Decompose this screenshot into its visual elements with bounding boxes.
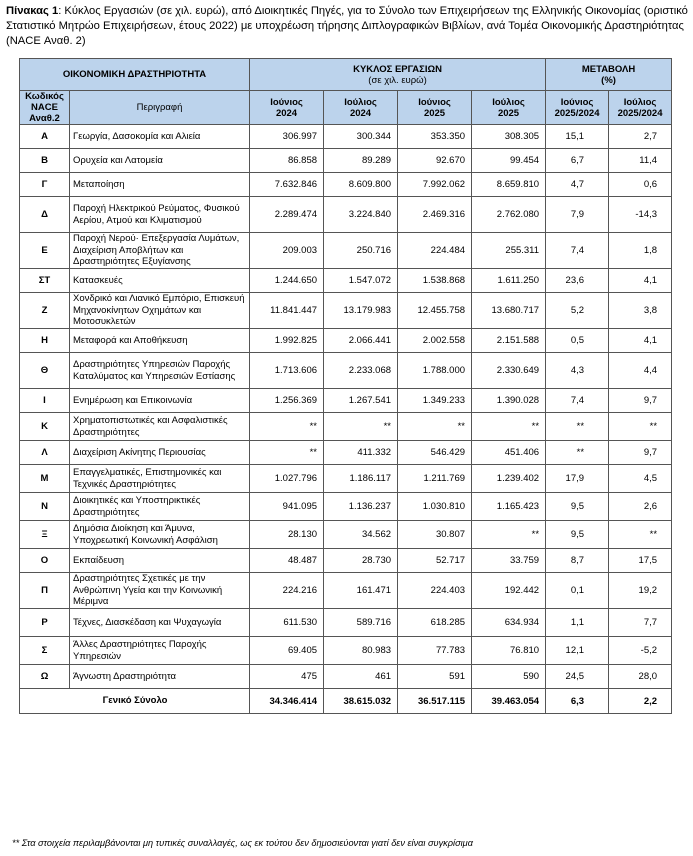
row-jul-2025: 1.239.402: [472, 465, 546, 493]
row-description: Ορυχεία και Λατομεία: [70, 149, 250, 173]
row-jun-2025: 618.285: [398, 609, 472, 637]
row-jun-2025: 1.349.233: [398, 389, 472, 413]
row-jun-2024: 209.003: [250, 233, 324, 269]
row-change-jun: 1,1: [546, 609, 609, 637]
table-row: [20, 173, 672, 197]
row-code: Κ: [20, 413, 70, 441]
row-code: Ω: [20, 665, 70, 689]
row-jun-2025: 546.429: [398, 441, 472, 465]
row-jul-2025: 33.759: [472, 549, 546, 573]
footnote: ** Στα στοιχεία περιλαμβάνονται μη τυπικές συναλλαγές, ως εκ τούτου δεν δημοσιεύονται γιατί δεν είναι συγκρίσιμα: [12, 838, 473, 848]
row-jul-2024: 80.983: [324, 637, 398, 665]
total-change-jul: 2,2: [609, 689, 672, 714]
row-description: Δραστηριότητες Υπηρεσιών Παροχής Καταλύματος και Υπηρεσιών Εστίασης: [70, 353, 250, 389]
table-row: [20, 329, 672, 353]
row-jun-2024: 1.992.825: [250, 329, 324, 353]
total-jun-2025: 36.517.115: [398, 689, 472, 714]
row-code: Ο: [20, 549, 70, 573]
table-row: [20, 125, 672, 149]
table-caption: [6, 4, 688, 49]
row-jun-2024: 941.095: [250, 493, 324, 521]
row-jun-2024: 48.487: [250, 549, 324, 573]
row-change-jun: 0,5: [546, 329, 609, 353]
row-jul-2024: 1.186.117: [324, 465, 398, 493]
header-code: Κωδικός NACE Αναθ.2: [20, 91, 70, 125]
row-code: Ρ: [20, 609, 70, 637]
row-description: Τέχνες, Διασκέδαση και Ψυχαγωγία: [70, 609, 250, 637]
row-jul-2024: 3.224.840: [324, 197, 398, 233]
row-description: Γεωργία, Δασοκομία και Αλιεία: [70, 125, 250, 149]
row-change-jun: 7,4: [546, 389, 609, 413]
row-jun-2025: 92.670: [398, 149, 472, 173]
row-jul-2025: 1.390.028: [472, 389, 546, 413]
row-change-jul: 9,7: [609, 389, 672, 413]
row-description: Δημόσια Διοίκηση και Άμυνα, Υποχρεωτική Κοινωνική Ασφάλιση: [70, 521, 250, 549]
row-jul-2025: 99.454: [472, 149, 546, 173]
row-jun-2025: 52.717: [398, 549, 472, 573]
row-change-jul: **: [609, 413, 672, 441]
row-change-jun: 7,9: [546, 197, 609, 233]
row-jul-2024: 28.730: [324, 549, 398, 573]
row-description: Επαγγελματικές, Επιστημονικές και Τεχνικές Δραστηριότητες: [70, 465, 250, 493]
row-change-jul: 17,5: [609, 549, 672, 573]
row-jul-2024: 13.179.983: [324, 293, 398, 329]
row-description: Δραστηριότητες Σχετικές με την Ανθρώπινη Υγεία και την Κοινωνική Μέριμνα: [70, 573, 250, 609]
row-jun-2024: 69.405: [250, 637, 324, 665]
header-jun-2024: Ιούνιος 2024: [250, 91, 324, 125]
row-change-jul: 4,1: [609, 269, 672, 293]
table-row: [20, 637, 672, 665]
header-change: [546, 59, 672, 91]
row-jul-2025: **: [472, 413, 546, 441]
table-row: [20, 521, 672, 549]
row-jun-2025: 1.788.000: [398, 353, 472, 389]
row-code: Ζ: [20, 293, 70, 329]
row-jul-2024: 1.267.541: [324, 389, 398, 413]
row-jun-2025: **: [398, 413, 472, 441]
row-description: Παροχή Νερού· Επεξεργασία Λυμάτων, Διαχείριση Αποβλήτων και Δραστηριότητες Εξυγίανσης: [70, 233, 250, 269]
table-row: [20, 353, 672, 389]
row-change-jun: 15,1: [546, 125, 609, 149]
row-jul-2025: 13.680.717: [472, 293, 546, 329]
header-change-jun: Ιούνιος 2025/2024: [546, 91, 609, 125]
row-change-jun: 9,5: [546, 493, 609, 521]
row-change-jun: 0,1: [546, 573, 609, 609]
row-jun-2024: 2.289.474: [250, 197, 324, 233]
header-jun-2025: Ιούνιος 2025: [398, 91, 472, 125]
row-jun-2025: 2.469.316: [398, 197, 472, 233]
header-jul-2024: Ιούλιος 2024: [324, 91, 398, 125]
row-jul-2025: 192.442: [472, 573, 546, 609]
row-change-jul: 4,1: [609, 329, 672, 353]
row-jun-2024: 28.130: [250, 521, 324, 549]
total-row: [20, 689, 672, 714]
row-change-jul: 9,7: [609, 441, 672, 465]
row-jun-2024: 475: [250, 665, 324, 689]
row-jun-2025: 591: [398, 665, 472, 689]
row-code: Σ: [20, 637, 70, 665]
row-jun-2025: 77.783: [398, 637, 472, 665]
row-code: Μ: [20, 465, 70, 493]
row-change-jul: -14,3: [609, 197, 672, 233]
row-change-jun: 9,5: [546, 521, 609, 549]
row-jun-2025: 7.992.062: [398, 173, 472, 197]
row-code: Π: [20, 573, 70, 609]
row-jul-2024: 89.289: [324, 149, 398, 173]
total-jun-2024: 34.346.414: [250, 689, 324, 714]
row-code: Ι: [20, 389, 70, 413]
row-code: Ν: [20, 493, 70, 521]
row-jun-2025: 353.350: [398, 125, 472, 149]
row-description: Χρηματοπιστωτικές και Ασφαλιστικές Δραστηριότητες: [70, 413, 250, 441]
row-jul-2024: 8.609.800: [324, 173, 398, 197]
row-jul-2024: 161.471: [324, 573, 398, 609]
row-code: Ε: [20, 233, 70, 269]
table-row: [20, 389, 672, 413]
table-row: [20, 233, 672, 269]
row-jun-2024: 306.997: [250, 125, 324, 149]
total-jul-2025: 39.463.054: [472, 689, 546, 714]
row-jul-2025: 634.934: [472, 609, 546, 637]
row-change-jun: 6,7: [546, 149, 609, 173]
row-jul-2024: 250.716: [324, 233, 398, 269]
row-description: Χονδρικό και Λιανικό Εμπόριο, Επισκευή Μηχανοκίνητων Οχημάτων και Μοτοσυκλετών: [70, 293, 250, 329]
header-description: Περιγραφή: [70, 91, 250, 125]
row-description: Διαχείριση Ακίνητης Περιουσίας: [70, 441, 250, 465]
row-change-jun: 4,7: [546, 173, 609, 197]
row-code: Λ: [20, 441, 70, 465]
row-code: Θ: [20, 353, 70, 389]
row-jun-2024: 1.256.369: [250, 389, 324, 413]
row-change-jul: 19,2: [609, 573, 672, 609]
row-jun-2025: 30.807: [398, 521, 472, 549]
table-row: [20, 293, 672, 329]
table-row: [20, 149, 672, 173]
table-row: [20, 197, 672, 233]
row-change-jul: 4,4: [609, 353, 672, 389]
row-change-jun: 17,9: [546, 465, 609, 493]
row-change-jul: 2,7: [609, 125, 672, 149]
total-label: Γενικό Σύνολο: [20, 689, 250, 714]
table-row: [20, 573, 672, 609]
row-description: Μεταποίηση: [70, 173, 250, 197]
row-jul-2025: 1.165.423: [472, 493, 546, 521]
row-code: Η: [20, 329, 70, 353]
row-change-jun: 7,4: [546, 233, 609, 269]
table-row: [20, 493, 672, 521]
table-row: [20, 465, 672, 493]
caption-text: : Κύκλος Εργασιών (σε χιλ. ευρώ), από Διοικητικές Πηγές, για το Σύνολο των Επιχειρήσεων της Ελληνικής Οικονομίας (οριστικό Στατιστικό Μητρώο Επιχειρήσεων, έτους 2022) με υποχρέωση τήρησης Διπλογραφικών Βιβλίων, ανά Τομέα Οικονομικής Δραστηριότητας (NACE Αναθ. 2): [6, 5, 688, 47]
row-jun-2025: 1.211.769: [398, 465, 472, 493]
row-description: Άγνωστη Δραστηριότητα: [70, 665, 250, 689]
row-code: Β: [20, 149, 70, 173]
row-jun-2025: 12.455.758: [398, 293, 472, 329]
row-jun-2024: **: [250, 413, 324, 441]
row-jul-2025: 1.611.250: [472, 269, 546, 293]
header-jul-2025: Ιούλιος 2025: [472, 91, 546, 125]
row-change-jun: 4,3: [546, 353, 609, 389]
row-jun-2025: 2.002.558: [398, 329, 472, 353]
row-description: Παροχή Ηλεκτρικού Ρεύματος, Φυσικού Αερίου, Ατμού και Κλιματισμού: [70, 197, 250, 233]
row-jun-2024: 11.841.447: [250, 293, 324, 329]
header-change-title: ΜΕΤΑΒΟΛΗ: [581, 63, 636, 75]
row-change-jul: 7,7: [609, 609, 672, 637]
row-change-jun: 8,7: [546, 549, 609, 573]
row-description: Ενημέρωση και Επικοινωνία: [70, 389, 250, 413]
row-change-jul: 28,0: [609, 665, 672, 689]
row-description: Διοικητικές και Υποστηρικτικές Δραστηριότητες: [70, 493, 250, 521]
row-jul-2025: 308.305: [472, 125, 546, 149]
row-jul-2025: 8.659.810: [472, 173, 546, 197]
row-jul-2024: 461: [324, 665, 398, 689]
row-jul-2024: 589.716: [324, 609, 398, 637]
row-change-jun: 12,1: [546, 637, 609, 665]
table-body: [20, 125, 672, 714]
table-row: [20, 441, 672, 465]
row-change-jul: 0,6: [609, 173, 672, 197]
row-jul-2025: 590: [472, 665, 546, 689]
row-description: Κατασκευές: [70, 269, 250, 293]
table-row: [20, 549, 672, 573]
row-jul-2025: 255.311: [472, 233, 546, 269]
total-change-jun: 6,3: [546, 689, 609, 714]
header-turnover: [250, 59, 546, 91]
row-change-jul: 1,8: [609, 233, 672, 269]
row-jul-2025: 451.406: [472, 441, 546, 465]
row-jul-2024: 1.547.072: [324, 269, 398, 293]
row-jun-2024: 1.244.650: [250, 269, 324, 293]
table-row: [20, 665, 672, 689]
row-jul-2024: 300.344: [324, 125, 398, 149]
row-jun-2024: 611.530: [250, 609, 324, 637]
row-code: Γ: [20, 173, 70, 197]
row-jul-2025: 2.330.649: [472, 353, 546, 389]
row-jun-2025: 224.403: [398, 573, 472, 609]
row-change-jun: 23,6: [546, 269, 609, 293]
header-turnover-unit: (σε χιλ. ευρώ): [368, 74, 427, 86]
row-jul-2025: 2.151.588: [472, 329, 546, 353]
row-jun-2024: 1.027.796: [250, 465, 324, 493]
table-row: [20, 609, 672, 637]
row-jun-2024: **: [250, 441, 324, 465]
table-row: [20, 269, 672, 293]
row-code: Ξ: [20, 521, 70, 549]
row-jul-2025: 76.810: [472, 637, 546, 665]
row-jul-2025: **: [472, 521, 546, 549]
header-change-jul: Ιούλιος 2025/2024: [609, 91, 672, 125]
row-description: Μεταφορά και Αποθήκευση: [70, 329, 250, 353]
table-row: [20, 413, 672, 441]
header-turnover-title: ΚΥΚΛΟΣ ΕΡΓΑΣΙΩΝ: [353, 63, 442, 75]
row-change-jul: 4,5: [609, 465, 672, 493]
turnover-table: [19, 58, 672, 714]
row-change-jun: **: [546, 413, 609, 441]
row-jun-2024: 224.216: [250, 573, 324, 609]
row-code: Α: [20, 125, 70, 149]
row-jun-2025: 1.538.868: [398, 269, 472, 293]
row-change-jun: 24,5: [546, 665, 609, 689]
row-code: ΣΤ: [20, 269, 70, 293]
row-jul-2024: 2.066.441: [324, 329, 398, 353]
row-jun-2025: 224.484: [398, 233, 472, 269]
header-activity: ΟΙΚΟΝΟΜΙΚΗ ΔΡΑΣΤΗΡΙΟΤΗΤΑ: [20, 59, 250, 91]
row-change-jul: 11,4: [609, 149, 672, 173]
row-jul-2024: 34.562: [324, 521, 398, 549]
row-change-jul: 2,6: [609, 493, 672, 521]
row-description: Εκπαίδευση: [70, 549, 250, 573]
row-change-jul: **: [609, 521, 672, 549]
row-jul-2024: 1.136.237: [324, 493, 398, 521]
row-jul-2024: 411.332: [324, 441, 398, 465]
row-jul-2025: 2.762.080: [472, 197, 546, 233]
header-change-unit: (%): [601, 74, 616, 86]
row-jun-2024: 1.713.606: [250, 353, 324, 389]
row-change-jun: 5,2: [546, 293, 609, 329]
row-description: Άλλες Δραστηριότητες Παροχής Υπηρεσιών: [70, 637, 250, 665]
row-change-jul: 3,8: [609, 293, 672, 329]
caption-label: Πίνακας 1: [6, 5, 59, 17]
row-code: Δ: [20, 197, 70, 233]
row-change-jun: **: [546, 441, 609, 465]
row-change-jul: -5,2: [609, 637, 672, 665]
row-jul-2024: 2.233.068: [324, 353, 398, 389]
row-jul-2024: **: [324, 413, 398, 441]
total-jul-2024: 38.615.032: [324, 689, 398, 714]
row-jun-2025: 1.030.810: [398, 493, 472, 521]
row-jun-2024: 86.858: [250, 149, 324, 173]
row-jun-2024: 7.632.846: [250, 173, 324, 197]
